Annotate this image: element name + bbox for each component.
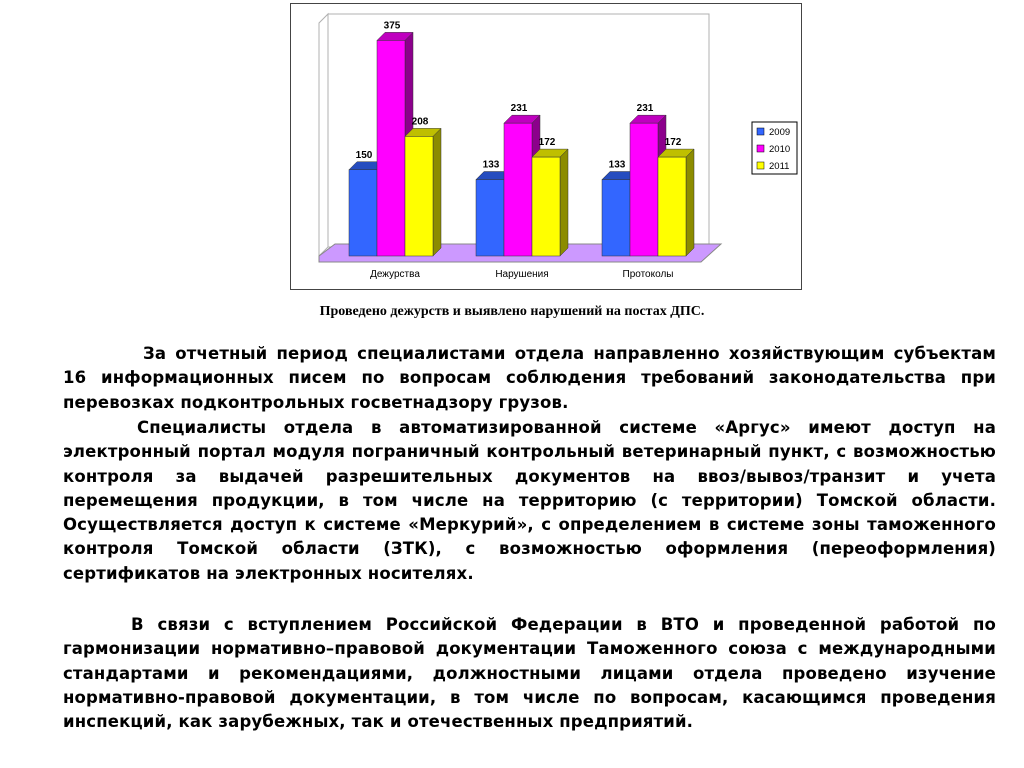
paragraph-2-text: Специалисты отдела в автоматизированной системе «Аргус» имеют доступ на электронный портал модуля пограничный контрольный ветеринарный пункт, с возможностью контроля за выдачей разрешительных документов на ввоз/вывоз/транзит и учета перемещения продукции, в том числе на территорию (с территории) Томской области. Осуществляется доступ к системе «Меркурий», с определением в системе зоны таможенного контроля Томской области (ЗТК), с возможностью оформления (переоформления) сертификатов на электронных носителях. <box>63 418 996 583</box>
legend-swatch-2011 <box>757 162 764 169</box>
paragraph-1-text: За отчетный период специалистами отдела направленно хозяйствующим субъектам 16 информационных писем по вопросам соблюдения требований законодательства при перевозках подконтрольных госветнадзору грузов. <box>63 344 996 412</box>
chart-caption: Проведено дежурств и выявлено нарушений на постах ДПС. <box>319 304 705 319</box>
legend-label-2011: 2011 <box>769 161 790 172</box>
bar-2011-1 <box>532 157 560 256</box>
data-label-2011-2: 172 <box>664 137 682 149</box>
paragraph-3-text: В связи с вступлением Российской Федерации в ВТО и проведенной работой по гармонизации нормативно–правовой документации Таможенного союза с международными стандартами и рекомендациями, должностными лицами отдела проведено изучение нормативно-правовой документации, в том числе по вопросам, касающимся проведения инспекций, как зарубежных, так и отечественных предприятий. <box>63 615 996 732</box>
bar-side-2011-0 <box>433 128 441 256</box>
bar-side-2011-1 <box>560 149 568 256</box>
paragraph-argus <box>63 416 996 586</box>
legend-swatch-2010 <box>757 145 764 152</box>
data-label-2011-1: 172 <box>538 137 556 149</box>
paragraph-letters <box>63 342 996 415</box>
x-tick-label-1: Нарушения <box>495 269 549 280</box>
data-label-2010-0: 375 <box>383 20 401 32</box>
x-tick-label-2: Протоколы <box>622 269 674 280</box>
bar-2009-2 <box>602 180 630 256</box>
legend-label-2009: 2009 <box>769 127 791 138</box>
bar-2009-0 <box>349 170 377 256</box>
data-label-2009-1: 133 <box>482 159 500 171</box>
chart-side-wall <box>319 14 328 256</box>
chart-svg <box>291 4 801 289</box>
x-tick-label-0: Дежурства <box>370 269 420 280</box>
legend-swatch-2009 <box>757 128 764 135</box>
bar-2010-0 <box>377 40 405 256</box>
bar-2011-0 <box>405 136 433 256</box>
data-label-2010-2: 231 <box>636 103 654 115</box>
bar-2010-2 <box>630 123 658 256</box>
bar-chart <box>290 3 802 290</box>
bar-2009-1 <box>476 180 504 256</box>
bar-2010-1 <box>504 123 532 256</box>
paragraph-wto <box>63 613 996 734</box>
bar-2011-2 <box>658 157 686 256</box>
data-label-2011-0: 208 <box>411 116 429 128</box>
bar-side-2011-2 <box>686 149 694 256</box>
data-label-2009-2: 133 <box>608 159 626 171</box>
data-label-2010-1: 231 <box>510 103 528 115</box>
data-label-2009-0: 150 <box>355 149 373 161</box>
legend-label-2010: 2010 <box>769 144 791 155</box>
